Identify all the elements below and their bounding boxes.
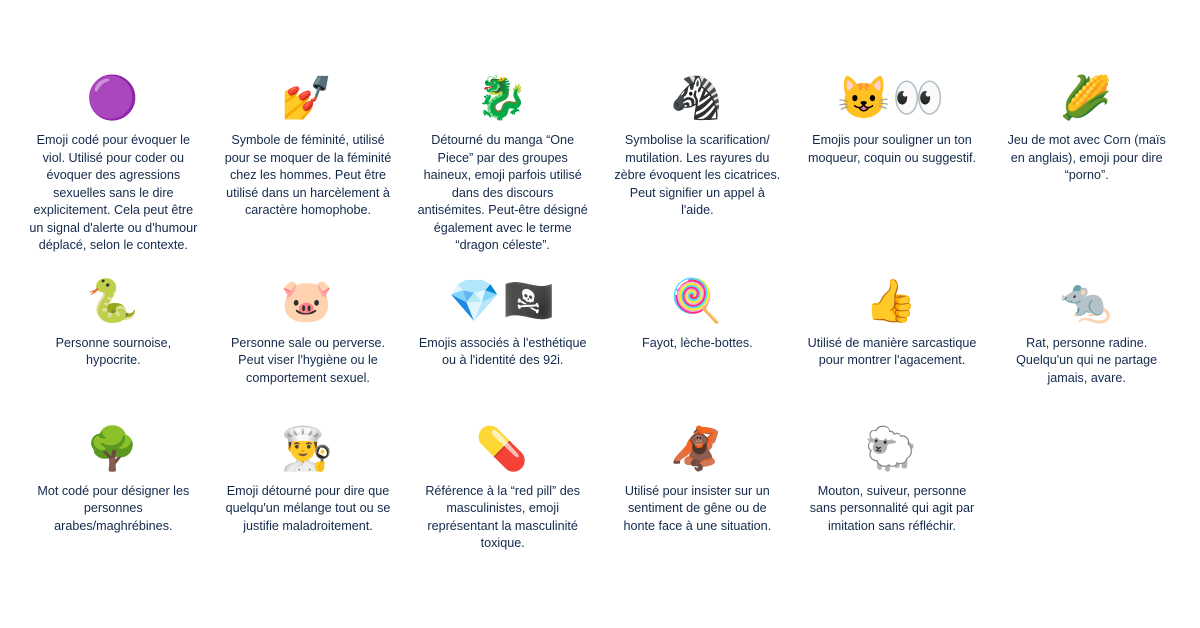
nail-polish-emoji: 💅 xyxy=(280,74,336,121)
orangutan-emoji: 🦧 xyxy=(670,424,725,472)
emoji-entry xyxy=(799,419,986,553)
emoji-caption: Emojis associés à l'esthétique ou à l'identité des 92i. xyxy=(418,335,587,367)
emoji-entry xyxy=(20,419,207,553)
emoji-entry xyxy=(604,271,791,403)
emoji-entry xyxy=(409,419,596,553)
thumbs-up-emoji: 👍 xyxy=(864,276,920,324)
emoji-caption: Emoji codé pour évoquer le viol. Utilisé pour coder ou évoquer des agressions sexuelles sans le dire explicitement. Cela peut être un signal d'alerte ou d'humour déplacé, selon le contexte. xyxy=(29,133,198,252)
corn-emoji: 🌽 xyxy=(1059,74,1114,121)
emoji-caption: Symbole de féminité, utilisé pour se moquer de la féminité chez les hommes. Peut être utilisé dans un harcèlement à caractère homophobe. xyxy=(224,133,392,217)
emoji-caption: Emojis pour souligner un ton moqueur, coquin ou suggestif. xyxy=(807,133,976,165)
emoji-caption: Symbolise la scarification/ mutilation. Les rayures du zèbre évoquent les cicatrices. Peut signifier un appel à l'aide. xyxy=(614,133,781,217)
emoji-entry xyxy=(799,271,986,403)
emoji-caption: Fayot, lèche-bottes. xyxy=(642,335,753,350)
emoji-entry xyxy=(215,419,402,553)
snake-emoji: 🐍 xyxy=(86,276,141,324)
pig-face-emoji: 🐷 xyxy=(280,276,336,324)
grinning-cat-and-eyes-emoji: 😺👀 xyxy=(837,74,947,121)
tree-emoji: 🌳 xyxy=(86,424,141,472)
emoji-entry xyxy=(604,70,791,255)
emoji-caption: Emoji détourné pour dire que quelqu'un mélange tout ou se justifie maladroitement. xyxy=(225,483,391,533)
emoji-caption: Jeu de mot avec Corn (maïs en anglais), emoji pour dire “porno”. xyxy=(1007,133,1166,182)
emoji-caption: Rat, personne radine. Quelqu'un qui ne partage jamais, avare. xyxy=(1016,335,1158,385)
purple-circle-emoji: 🟣 xyxy=(86,74,141,121)
emoji-entry xyxy=(215,271,402,403)
pill-emoji: 💊 xyxy=(475,424,530,472)
emoji-entry xyxy=(215,70,402,255)
emoji-entry xyxy=(993,70,1180,255)
rat-emoji: 🐀 xyxy=(1059,276,1114,324)
emoji-entry-empty xyxy=(993,419,1180,553)
emoji-entry xyxy=(604,419,791,553)
cook-emoji: 👨‍🍳 xyxy=(280,424,336,472)
emoji-row-3 xyxy=(20,419,1180,553)
gem-and-pirate-flag-emoji: 💎🏴‍☠️ xyxy=(448,276,557,324)
zebra-emoji: 🦓 xyxy=(670,74,725,121)
emoji-row-1 xyxy=(20,70,1180,255)
emoji-entry xyxy=(20,271,207,403)
emoji-caption: Personne sournoise, hypocrite. xyxy=(55,335,172,367)
emoji-caption: Personne sale ou perverse. Peut viser l'hygiène ou le comportement sexuel. xyxy=(230,335,385,385)
lollipop-emoji: 🍭 xyxy=(670,276,725,324)
emoji-entry xyxy=(20,70,207,255)
emoji-row-2 xyxy=(20,271,1180,403)
emoji-entry xyxy=(993,271,1180,403)
emoji-caption: Référence à la “red pill” des masculinistes, emoji représentant la masculinité toxique. xyxy=(425,483,581,550)
emoji-caption: Utilisé de manière sarcastique pour montrer l'agacement. xyxy=(807,335,977,367)
emoji-caption: Mouton, suiveur, personne sans personnalité qui agit par imitation sans réfléchir. xyxy=(809,483,975,533)
emoji-caption: Utilisé pour insister sur un sentiment de gêne ou de honte face à une situation. xyxy=(623,483,772,533)
emoji-entry xyxy=(409,271,596,403)
emoji-caption: Détourné du manga “One Piece” par des groupes haineux, emoji parfois utilisé dans des discours antisémites. Peut-être désigné également avec le terme “dragon céleste”. xyxy=(417,133,588,252)
emoji-caption: Mot codé pour désigner les personnes arabes/maghrébines. xyxy=(37,483,190,533)
emoji-entry xyxy=(799,70,986,255)
dragon-emoji: 🐉 xyxy=(475,74,530,121)
emoji-entry xyxy=(409,70,596,255)
ewe-emoji: 🐑 xyxy=(864,424,920,472)
